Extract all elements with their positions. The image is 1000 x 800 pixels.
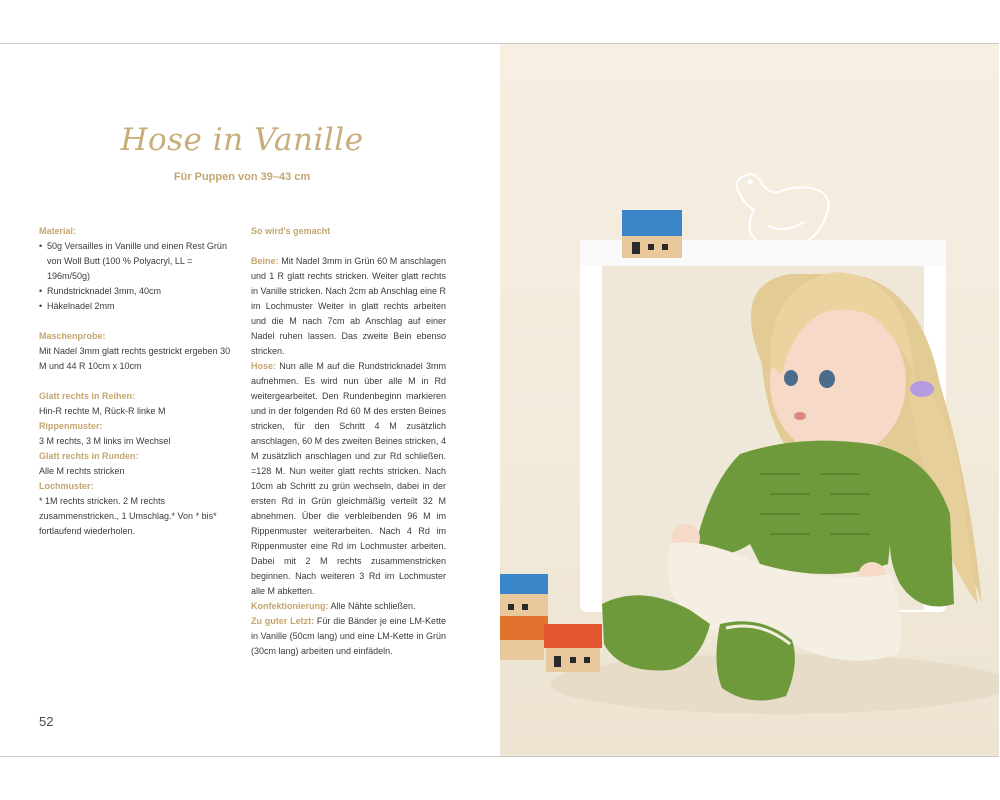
page-title: Hose in Vanille: [120, 122, 364, 158]
book-spread: [0, 43, 999, 757]
zgl-label: Zu guter Letzt:: [251, 616, 315, 626]
hose-paragraph: [251, 359, 446, 599]
right-column: [251, 224, 446, 659]
doll-eye: [784, 370, 798, 386]
maschenprobe-heading: Maschenprobe:: [39, 331, 106, 341]
konf-paragraph: [251, 599, 446, 614]
glatt-reihen-heading: Glatt rechts in Reihen:: [39, 391, 136, 401]
rippen-text: 3 M rechts, 3 M links im Wechsel: [39, 436, 171, 446]
toy-house-top: [622, 210, 682, 258]
material-heading: Material:: [39, 226, 77, 236]
material-item: • Rundstricknadel 3mm, 40cm: [39, 284, 236, 299]
material-list: [39, 239, 236, 314]
hose-label: Hose:: [251, 361, 277, 371]
konf-text: Alle Nähte schließen.: [328, 601, 416, 611]
loch-heading: Lochmuster:: [39, 481, 94, 491]
so-heading: So wird's gemacht: [251, 226, 331, 236]
page-number: 52: [39, 714, 54, 729]
material-item: • Häkelnadel 2mm: [39, 299, 236, 314]
doll-mouth: [794, 412, 806, 420]
beine-label: Beine:: [251, 256, 279, 266]
hair-tie: [910, 381, 934, 397]
beine-paragraph: [251, 254, 446, 359]
material-item: • 50g Versailles in Vanille und einen Rest Grün von Woll Butt (100 % Polyacryl, LL = 196m/50g): [39, 239, 236, 284]
loch-text: * 1M rechts stricken. 2 M rechts zusammenstricken., 1 Umschlag.* Von * bis* fortlaufend wiederholen.: [39, 496, 217, 536]
left-page: [0, 44, 499, 756]
rippen-heading: Rippenmuster:: [39, 421, 103, 431]
glatt-runden-text: Alle M rechts stricken: [39, 466, 125, 476]
beine-text: Mit Nadel 3mm in Grün 60 M anschlagen und 1 R glatt rechts stricken. Weiter glatt rechts in Vanille stricken. Nach 2cm ab Anschlag eine R im Lochmuster Weiter in glatt rechts arbeiten und die M nach 7cm ab Anschlag auf einer Nadel ruhen lassen. Das zweite Bein ebenso stricken.: [251, 256, 446, 356]
duck-outline-icon: [737, 174, 829, 248]
doll-eye: [819, 370, 835, 388]
zgl-paragraph: [251, 614, 446, 659]
glatt-runden-heading: Glatt rechts in Runden:: [39, 451, 139, 461]
zgl-text: Für die Bänder je eine LM-Kette in Vanille (50cm lang) und eine LM-Kette in Grün (30cm lang) arbeiten und einfädeln.: [251, 616, 446, 656]
left-column: [39, 224, 236, 539]
doll-photo: [500, 44, 999, 756]
photo-illustration: [500, 44, 999, 756]
maschenprobe-text: Mit Nadel 3mm glatt rechts gestrickt ergeben 30 M und 44 R 10cm x 10cm: [39, 346, 231, 371]
page-subtitle: Für Puppen von 39–43 cm: [173, 171, 311, 183]
konf-label: Konfektionierung:: [251, 601, 329, 611]
glatt-reihen-text: Hin-R rechte M, Rück-R linke M: [39, 406, 166, 416]
hose-text: Nun alle M auf die Rundstricknadel 3mm aufnehmen. Es wird nun über alle M in Rd weitergearbeitet. Den Rundenbeginn markieren und in der folgenden Rd 60 M des ersten Beines stricken, für den Schritt 4 M zusätzlich anschlagen, 60 M des zweiten Beines stricken, 4 M zusätzlich anschlagen und zur Rd schließen. =128 M. Nun weiter glatt rechts stricken. Nach 10cm ab Schritt zu grün wechseln, dabei in der ersten Rd in Grün gleichmäßig verteilt 32 M abnehmen. Über die verbleibenden 96 M im Rippenmuster weiterarbeiten. Nach 4 Rd im Rippenmuster eine Rd im Lochmuster arbeiten. Dabei mit 2 M rechts zusammenstricken beginnen. Nach weiteren 3 Rd im Lochmuster alle M abketten.: [251, 361, 446, 596]
